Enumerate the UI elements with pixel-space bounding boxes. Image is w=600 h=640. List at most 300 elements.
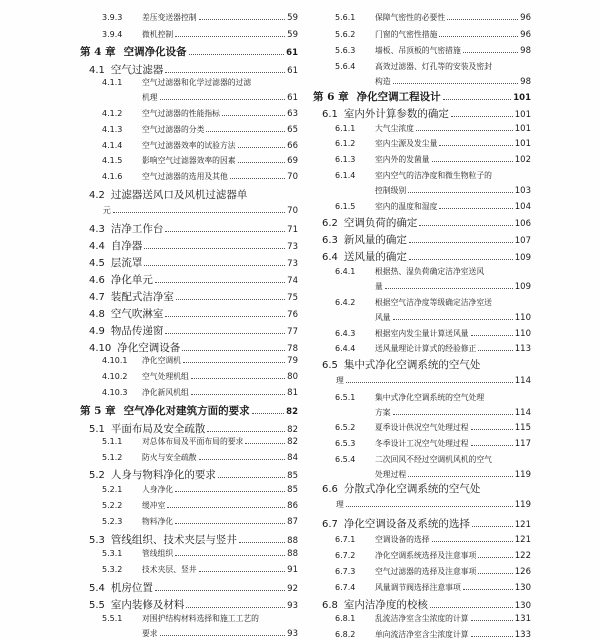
toc-entry-title: 管线组织、技术夹层与竖井 bbox=[110, 534, 237, 546]
toc-leader-dots bbox=[346, 382, 513, 383]
toc-entry-page: 130 bbox=[514, 601, 531, 611]
toc-leader-dots bbox=[176, 299, 285, 300]
toc-entry-page: 104 bbox=[514, 202, 531, 212]
toc-entry-title: 净化空调设备及系统的选择 bbox=[343, 518, 470, 530]
toc-leader-dots bbox=[409, 242, 513, 243]
toc-entry-line bbox=[80, 44, 298, 59]
toc-entry-number: 6.4.3 bbox=[335, 329, 356, 338]
toc-entry-number: 6.4.1 bbox=[335, 267, 356, 276]
toc-entry-number: 4.10 bbox=[89, 343, 112, 354]
toc-entry-page: 73 bbox=[287, 259, 298, 269]
toc-entry-title: 空调净化设备 bbox=[123, 46, 187, 58]
toc-entry-page: 119 bbox=[514, 470, 531, 480]
toc-entry-page: 82 bbox=[287, 425, 298, 435]
toc-entry-title: 室内空气的洁净度和微生物粒子的 bbox=[375, 171, 492, 180]
toc-entry-number: 6.5.2 bbox=[335, 423, 356, 432]
toc-entry-title: 空气过滤器的分类 bbox=[142, 125, 205, 134]
toc-entry-title-continuation: 处理过程 bbox=[375, 470, 407, 479]
toc-leader-dots bbox=[189, 54, 285, 55]
toc-leader-dots bbox=[478, 557, 512, 558]
toc-entry-number: 6.4.4 bbox=[335, 344, 356, 353]
toc-entry-title: 差压变送器控制 bbox=[142, 13, 197, 22]
toc-entry-line bbox=[313, 215, 531, 230]
toc-entry-continuation-line bbox=[313, 469, 531, 480]
toc-entry-number: 6.7.3 bbox=[335, 567, 356, 576]
toc-entry-page: 92 bbox=[287, 584, 298, 594]
toc-leader-dots bbox=[175, 523, 285, 524]
toc-entry-line bbox=[80, 355, 298, 366]
toc-entry-number: 5.2 bbox=[89, 470, 105, 481]
toc-entry-title: 净化空调机 bbox=[142, 356, 181, 365]
toc-leader-dots bbox=[199, 459, 286, 460]
toc-entry-title: 分散式净化空调系统的空气处 bbox=[343, 483, 481, 495]
toc-entry-number: 5.3 bbox=[89, 535, 105, 546]
toc-entry-title: 门窗的气密性措施 bbox=[375, 30, 438, 39]
toc-leader-dots bbox=[175, 36, 285, 37]
toc-entry-title: 大气尘浓度 bbox=[375, 124, 414, 133]
toc-entry-line bbox=[80, 272, 298, 287]
toc-entry-title: 净化空调设备 bbox=[117, 342, 181, 354]
toc-entry-line bbox=[313, 582, 531, 593]
toc-entry-page: 103 bbox=[514, 186, 531, 196]
toc-entry-page: 70 bbox=[287, 172, 298, 182]
toc-entry-number: 5.1.1 bbox=[102, 437, 123, 446]
toc-entry-number: 4.1.1 bbox=[102, 78, 123, 87]
toc-leader-dots bbox=[218, 477, 285, 478]
toc-entry-page: 131 bbox=[514, 614, 531, 624]
toc-entry-number: 4.10.3 bbox=[102, 388, 128, 397]
toc-entry-number: 5.2.1 bbox=[102, 485, 123, 494]
toc-leader-dots bbox=[252, 413, 285, 414]
toc-leader-dots bbox=[471, 335, 513, 336]
toc-entry-title: 空气过滤器效率的试验方法 bbox=[142, 141, 236, 150]
toc-entry-number: 4.1.2 bbox=[102, 109, 123, 118]
toc-entry-line bbox=[80, 371, 298, 382]
toc-entry-number: 6.1.3 bbox=[335, 155, 356, 164]
toc-entry-line bbox=[80, 387, 298, 398]
toc-entry-number: 4.1 bbox=[89, 65, 105, 76]
toc-entry-page: 71 bbox=[287, 225, 298, 235]
toc-leader-dots bbox=[471, 636, 513, 637]
toc-entry-line bbox=[313, 597, 531, 612]
toc-entry-line bbox=[313, 154, 531, 165]
toc-leader-dots bbox=[182, 350, 285, 351]
toc-entry-number: 5.5.1 bbox=[102, 614, 123, 623]
toc-entry-number: 6.7 bbox=[322, 519, 338, 530]
toc-entry-number: 3.9.4 bbox=[102, 30, 123, 39]
toc-entry-title-continuation: 理 bbox=[336, 500, 344, 509]
toc-entry-number: 6.3 bbox=[322, 235, 338, 246]
toc-entry-page: 79 bbox=[287, 356, 298, 366]
toc-entry-title: 对围护结构材料选择和施工工艺的 bbox=[142, 614, 259, 623]
toc-entry-number: 6.7.1 bbox=[335, 535, 356, 544]
toc-entry-title: 室内装修及材料 bbox=[110, 599, 185, 611]
toc-entry-page: 98 bbox=[520, 77, 531, 87]
toc-entry-number: 5.5 bbox=[89, 600, 105, 611]
toc-entry-page: 98 bbox=[520, 46, 531, 56]
toc-entry-page: 121 bbox=[514, 535, 531, 545]
toc-entry-line bbox=[80, 187, 298, 202]
toc-leader-dots bbox=[230, 178, 285, 179]
toc-entry-line bbox=[80, 613, 298, 624]
toc-entry-continuation-line bbox=[313, 281, 531, 292]
toc-entry-line bbox=[80, 421, 298, 436]
toc-entry-line bbox=[80, 29, 298, 40]
toc-entry-page: 82 bbox=[287, 437, 298, 447]
toc-entry-number: 5.6.3 bbox=[335, 46, 356, 55]
toc-entry-line bbox=[80, 238, 298, 253]
toc-entry-line bbox=[80, 289, 298, 304]
toc-entry-page: 61 bbox=[287, 93, 298, 103]
toc-entry-number: 6.8.2 bbox=[335, 630, 356, 639]
toc-entry-number: 4.1.4 bbox=[102, 141, 123, 150]
toc-entry-line bbox=[80, 124, 298, 135]
toc-entry-line bbox=[313, 61, 531, 72]
toc-entry-line bbox=[80, 306, 298, 321]
toc-entry-line bbox=[80, 340, 298, 355]
toc-entry-page: 101 bbox=[514, 110, 531, 120]
toc-leader-dots bbox=[451, 116, 513, 117]
toc-leader-dots bbox=[432, 541, 513, 542]
toc-entry-title: 夏季设计供况空气处理过程 bbox=[375, 423, 469, 432]
toc-entry-continuation-line bbox=[313, 312, 531, 323]
toc-entry-number: 6.1.2 bbox=[335, 139, 356, 148]
toc-entry-continuation-line bbox=[80, 205, 298, 216]
toc-entry-page: 61 bbox=[287, 66, 298, 76]
toc-entry-title: 乱流洁净室含尘浓度的计算 bbox=[375, 614, 469, 623]
toc-entry-page: 110 bbox=[514, 329, 531, 339]
toc-entry-number: 6.1.1 bbox=[335, 124, 356, 133]
toc-entry-title: 根据热、湿负荷确定洁净室送风 bbox=[375, 267, 485, 276]
toc-leader-dots bbox=[408, 476, 513, 477]
toc-entry-line bbox=[80, 12, 298, 23]
toc-leader-dots bbox=[447, 19, 518, 20]
toc-entry-continuation-line bbox=[313, 185, 531, 196]
toc-leader-dots bbox=[409, 259, 513, 260]
toc-entry-line bbox=[80, 484, 298, 495]
toc-entry-number: 4.8 bbox=[89, 309, 105, 320]
toc-entry-page: 80 bbox=[287, 372, 298, 382]
toc-entry-title: 集中式净化空调系统的空气处 bbox=[343, 359, 481, 371]
toc-entry-number: 6.5.1 bbox=[335, 393, 356, 402]
toc-entry-page: 66 bbox=[287, 141, 298, 151]
toc-entry-page: 106 bbox=[514, 219, 531, 229]
toc-entry-page: 91 bbox=[287, 565, 298, 575]
toc-entry-number: 6.8 bbox=[322, 600, 338, 611]
toc-entry-line bbox=[313, 170, 531, 181]
toc-entry-line bbox=[313, 566, 531, 577]
toc-entry-title-continuation: 要求 bbox=[142, 629, 158, 638]
toc-entry-line bbox=[80, 548, 298, 559]
toc-entry-title: 室内的温度和湿度 bbox=[375, 202, 438, 211]
toc-entry-title: 空气过滤器 bbox=[110, 64, 164, 76]
toc-entry-page: 114 bbox=[514, 376, 531, 386]
toc-entry-page: 93 bbox=[287, 601, 298, 611]
toc-entry-page: 77 bbox=[287, 327, 298, 337]
toc-leader-dots bbox=[346, 506, 513, 507]
toc-leader-dots bbox=[144, 248, 285, 249]
toc-entry-page: 59 bbox=[287, 30, 298, 40]
toc-leader-dots bbox=[113, 212, 285, 213]
toc-entry-line bbox=[80, 221, 298, 236]
toc-entry-line bbox=[80, 532, 298, 547]
toc-entry-page: 110 bbox=[514, 313, 531, 323]
toc-entry-title: 根据空气洁净度等级确定洁净室送 bbox=[375, 298, 492, 307]
toc-entry-number: 3.9.3 bbox=[102, 13, 123, 22]
toc-leader-dots bbox=[186, 607, 285, 608]
toc-entry-page: 102 bbox=[514, 155, 531, 165]
toc-entry-page: 96 bbox=[520, 13, 531, 23]
toc-leader-dots bbox=[206, 131, 285, 132]
toc-entry-line bbox=[80, 500, 298, 511]
toc-entry-line bbox=[80, 516, 298, 527]
toc-entry-title-continuation: 风量 bbox=[375, 313, 391, 322]
toc-leader-dots bbox=[245, 443, 285, 444]
toc-entry-page: 121 bbox=[514, 520, 531, 530]
toc-entry-page: 85 bbox=[287, 485, 298, 495]
toc-leader-dots bbox=[165, 231, 285, 232]
toc-entry-line bbox=[313, 357, 531, 372]
toc-leader-dots bbox=[207, 431, 285, 432]
toc-entry-page: 69 bbox=[287, 156, 298, 166]
toc-entry-title: 装配式洁净室 bbox=[110, 291, 174, 303]
toc-leader-dots bbox=[191, 394, 285, 395]
toc-entry-number: 6.7.4 bbox=[335, 583, 356, 592]
toc-entry-page: 96 bbox=[520, 30, 531, 40]
toc-entry-page: 82 bbox=[286, 407, 298, 417]
toc-leader-dots bbox=[222, 115, 285, 116]
toc-entry-title: 空气吹淋室 bbox=[110, 308, 164, 320]
toc-leader-dots bbox=[199, 571, 286, 572]
toc-entry-title: 室内外计算参数的确定 bbox=[343, 108, 449, 120]
toc-entry-line bbox=[80, 108, 298, 119]
toc-entry-title: 空气过滤器和化学过滤器的过滤 bbox=[142, 78, 252, 87]
toc-entry-page: 76 bbox=[287, 310, 298, 320]
toc-entry-page: 61 bbox=[286, 48, 298, 58]
toc-leader-dots bbox=[463, 589, 513, 590]
toc-entry-page: 65 bbox=[287, 125, 298, 135]
toc-entry-line bbox=[313, 12, 531, 23]
toc-entry-title: 技术夹层、竖井 bbox=[142, 565, 197, 574]
toc-entry-number: 4.10.2 bbox=[102, 372, 128, 381]
toc-leader-dots bbox=[175, 555, 285, 556]
toc-entry-page: 59 bbox=[287, 13, 298, 23]
toc-entry-title: 冬季设计工况空气处理过程 bbox=[375, 439, 469, 448]
toc-entry-line bbox=[80, 436, 298, 447]
toc-entry-line bbox=[80, 77, 298, 88]
toc-entry-line bbox=[313, 550, 531, 561]
toc-entry-line bbox=[313, 343, 531, 354]
toc-entry-number: 5.2.2 bbox=[102, 501, 123, 510]
toc-entry-number: 4.1.5 bbox=[102, 156, 123, 165]
toc-leader-dots bbox=[472, 526, 513, 527]
toc-entry-number: 4.9 bbox=[89, 326, 105, 337]
toc-entry-number: 6.1.4 bbox=[335, 171, 356, 180]
toc-entry-number: 5.6.4 bbox=[335, 62, 356, 71]
toc-entry-number: 4.3 bbox=[89, 224, 105, 235]
toc-entry-title: 室内外的发菌量 bbox=[375, 155, 430, 164]
toc-entry-page: 117 bbox=[514, 439, 531, 449]
toc-entry-title-continuation: 控制级别 bbox=[375, 186, 407, 195]
toc-entry-number: 6.7.2 bbox=[335, 551, 356, 560]
toc-leader-dots bbox=[238, 147, 286, 148]
toc-leader-dots bbox=[183, 362, 285, 363]
toc-entry-title: 空气处理机组 bbox=[142, 372, 189, 381]
toc-entry-number: 第 5 章 bbox=[80, 405, 116, 417]
toc-entry-page: 113 bbox=[514, 344, 531, 354]
toc-entry-line bbox=[313, 201, 531, 212]
toc-entry-number: 6.8.1 bbox=[335, 614, 356, 623]
toc-entry-number: 6.1.5 bbox=[335, 202, 356, 211]
toc-entry-number: 5.1.2 bbox=[102, 453, 123, 462]
toc-leader-dots bbox=[439, 145, 512, 146]
toc-entry-number: 5.6.1 bbox=[335, 13, 356, 22]
toc-entry-line bbox=[80, 467, 298, 482]
toc-entry-line bbox=[313, 613, 531, 624]
toc-entry-line bbox=[313, 422, 531, 433]
toc-leader-dots bbox=[419, 225, 512, 226]
toc-entry-title: 根据室内发尘量计算送风量 bbox=[375, 329, 469, 338]
toc-entry-line bbox=[313, 454, 531, 465]
toc-leader-dots bbox=[165, 316, 285, 317]
toc-entry-line bbox=[80, 403, 298, 418]
toc-entry-title: 缓冲室 bbox=[142, 501, 166, 510]
toc-leader-dots bbox=[471, 445, 513, 446]
toc-entry-line bbox=[80, 255, 298, 270]
toc-leader-dots bbox=[199, 19, 286, 20]
toc-entry-page: 93 bbox=[287, 629, 298, 639]
toc-entry-line bbox=[313, 232, 531, 247]
toc-entry-title: 空气过滤器的性能指标 bbox=[142, 109, 220, 118]
toc-entry-line bbox=[313, 249, 531, 264]
toc-leader-dots bbox=[165, 72, 285, 73]
toc-entry-continuation-line bbox=[80, 92, 298, 103]
toc-entry-number: 5.3.1 bbox=[102, 549, 123, 558]
toc-entry-line bbox=[80, 580, 298, 595]
toc-entry-page: 84 bbox=[287, 453, 298, 463]
toc-entry-title: 空气过滤器的选择及注意事项 bbox=[375, 567, 477, 576]
toc-entry-line bbox=[80, 155, 298, 166]
toc-leader-dots bbox=[191, 378, 285, 379]
toc-entry-number: 6.5 bbox=[322, 360, 338, 371]
toc-leader-dots bbox=[471, 620, 513, 621]
toc-leader-dots bbox=[155, 282, 285, 283]
toc-leader-dots bbox=[155, 590, 285, 591]
toc-entry-page: 109 bbox=[514, 282, 531, 292]
toc-entry-number: 4.7 bbox=[89, 292, 105, 303]
toc-entry-title: 层流罩 bbox=[110, 257, 143, 269]
toc-leader-dots bbox=[393, 319, 513, 320]
toc-entry-title: 平面布局及安全疏散 bbox=[110, 423, 206, 435]
toc-entry-title: 微机控制 bbox=[142, 30, 174, 39]
toc-entry-line bbox=[313, 534, 531, 545]
toc-entry-line bbox=[80, 140, 298, 151]
toc-entry-number: 4.2 bbox=[89, 190, 105, 201]
toc-entry-page: 75 bbox=[287, 293, 298, 303]
toc-entry-continuation-line bbox=[80, 628, 298, 639]
toc-entry-number: 4.1.3 bbox=[102, 125, 123, 134]
toc-entry-number: 6.2 bbox=[322, 218, 338, 229]
toc-leader-dots bbox=[238, 162, 286, 163]
toc-entry-title: 管线组织 bbox=[142, 549, 174, 558]
toc-leader-dots bbox=[471, 429, 513, 430]
toc-entry-title: 保障气密性的必要性 bbox=[375, 13, 446, 22]
toc-entry-page: 73 bbox=[287, 242, 298, 252]
toc-entry-page: 130 bbox=[514, 583, 531, 593]
toc-entry-page: 115 bbox=[514, 423, 531, 433]
toc-entry-page: 114 bbox=[514, 408, 531, 418]
toc-entry-title: 高效过滤器、灯孔等的安装及密封 bbox=[375, 62, 492, 71]
toc-entry-page: 101 bbox=[514, 139, 531, 149]
toc-entry-title: 空气净化对建筑方面的要求 bbox=[123, 405, 250, 417]
toc-entry-continuation-line bbox=[313, 76, 531, 87]
toc-entry-title: 人身净化 bbox=[142, 485, 174, 494]
toc-entry-line bbox=[313, 629, 531, 640]
toc-entry-page: 85 bbox=[287, 471, 298, 481]
toc-entry-title: 送风量理论计算式的经验修正 bbox=[375, 344, 477, 353]
toc-entry-number: 6.5.3 bbox=[335, 439, 356, 448]
toc-entry-title: 二次回风不经过空调机风机的空气 bbox=[375, 455, 492, 464]
toc-entry-title: 空调设备的选择 bbox=[375, 535, 430, 544]
toc-entry-title: 室内尘源及发尘量 bbox=[375, 139, 438, 148]
toc-entry-number: 6.1 bbox=[322, 109, 338, 120]
toc-entry-page: 86 bbox=[287, 501, 298, 511]
toc-entry-page: 88 bbox=[287, 536, 298, 546]
toc-entry-title: 人身与物料净化的要求 bbox=[110, 469, 216, 481]
toc-entry-title: 空调负荷的确定 bbox=[343, 217, 418, 229]
toc-entry-title: 物品传递窗 bbox=[110, 325, 164, 337]
toc-entry-title: 墙板、吊顶板的气密措施 bbox=[375, 46, 461, 55]
toc-entry-title: 净化空调工程设计 bbox=[356, 91, 441, 103]
toc-entry-line bbox=[313, 297, 531, 308]
toc-entry-page: 87 bbox=[287, 517, 298, 527]
toc-entry-line bbox=[313, 266, 531, 277]
toc-entry-line bbox=[80, 62, 298, 77]
toc-leader-dots bbox=[463, 52, 518, 53]
toc-entry-page: 107 bbox=[514, 236, 531, 246]
toc-entry-number: 5.4 bbox=[89, 583, 105, 594]
toc-entry-title-continuation: 构造 bbox=[375, 77, 391, 86]
toc-leader-dots bbox=[165, 333, 285, 334]
toc-leader-dots bbox=[478, 573, 512, 574]
toc-entry-page: 74 bbox=[287, 276, 298, 286]
toc-entry-page: 133 bbox=[514, 630, 531, 640]
toc-entry-title: 风量调节阀选择注意事项 bbox=[375, 583, 461, 592]
toc-entry-page: 63 bbox=[287, 109, 298, 119]
toc-leader-dots bbox=[385, 288, 513, 289]
toc-entry-line bbox=[313, 516, 531, 531]
toc-leader-dots bbox=[408, 192, 513, 193]
toc-entry-page: 126 bbox=[514, 567, 531, 577]
toc-entry-line bbox=[313, 138, 531, 149]
toc-leader-dots bbox=[439, 36, 518, 37]
toc-entry-line bbox=[80, 597, 298, 612]
toc-leader-dots bbox=[393, 83, 519, 84]
toc-entry-line bbox=[313, 481, 531, 496]
toc-entry-title-continuation: 理 bbox=[336, 376, 344, 385]
toc-entry-line bbox=[313, 328, 531, 339]
toc-entry-title: 影响空气过滤器效率的因素 bbox=[142, 156, 236, 165]
toc-entry-title-continuation: 机理 bbox=[142, 93, 158, 102]
toc-entry-title-continuation: 元 bbox=[103, 206, 111, 215]
toc-leader-dots bbox=[167, 507, 285, 508]
toc-leader-dots bbox=[478, 350, 512, 351]
toc-entry-number: 第 4 章 bbox=[80, 46, 116, 58]
toc-entry-title-continuation: 方案 bbox=[375, 408, 391, 417]
toc-entry-title: 对总体布局及平面布局的要求 bbox=[142, 437, 244, 446]
toc-entry-title: 机房位置 bbox=[110, 582, 153, 594]
toc-entry-title: 空气过滤器的选用及其他 bbox=[142, 172, 228, 181]
